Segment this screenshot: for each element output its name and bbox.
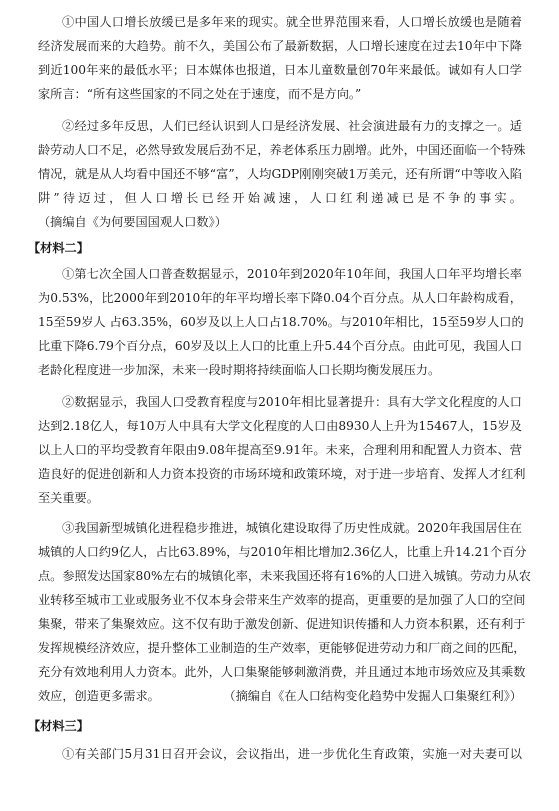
citation: （摘编自《在人口结构变化趋势中发掘人口集聚红利》） bbox=[223, 689, 522, 703]
text-line bbox=[62, 394, 522, 410]
text-line bbox=[38, 62, 522, 78]
line-text: （摘编自《为何要国国观人口数》） bbox=[38, 215, 227, 229]
text-line bbox=[62, 520, 522, 536]
line-text: ①有关部门5月31日召开会议，会议指出，进一步优化生育政策，实施一对夫妻可以 bbox=[62, 747, 522, 761]
text-line bbox=[38, 466, 526, 482]
text-line bbox=[38, 86, 522, 102]
text-line bbox=[38, 616, 526, 632]
line-text: 充分有效地利用人力资本。此外，人口集聚能够刺激消费，并且通过本地市场效应及其乘数 bbox=[38, 665, 526, 679]
line-text: 至关重要。 bbox=[38, 491, 99, 505]
line-text: 城镇的人口约9亿人，占比63.89%，与2010年相比增加2.36亿人，比重上升14.21个百分 bbox=[38, 545, 527, 559]
text-line bbox=[38, 592, 526, 608]
line-text: 效应，创造更多需求。 bbox=[38, 689, 160, 703]
text-line bbox=[62, 118, 522, 134]
line-text: 达到2.18亿人，每10万人中具有大学文化程度的人口由8930人上升为15467人，15岁及 bbox=[38, 419, 522, 433]
text-line bbox=[62, 746, 522, 762]
line-text: 【材料三】 bbox=[28, 719, 89, 733]
text-line bbox=[38, 490, 522, 506]
line-text: ②数据显示，我国人口受教育程度与2010年相比显著提升：具有大学文化程度的人口 bbox=[62, 395, 522, 409]
line-text: ①第七次全国人口普查数据显示，2010年到2020年10年间，我国人口年平均增长率 bbox=[62, 267, 522, 281]
text-line bbox=[62, 266, 522, 282]
line-text: 集聚，带来了集聚效应。这不仅有助于激发创新、促进知识传播和人力资本积累，还有利于 bbox=[38, 617, 526, 631]
text-line bbox=[38, 338, 522, 354]
line-text: 15至59岁人 占63.35%，60岁及以上人口占18.70%。与2010年相比，15至59岁人口的 bbox=[38, 315, 524, 329]
line-text: 为0.53%，比2000年到2010年的年平均增长率下降0.04个百分点。从人口年龄构成看， bbox=[38, 291, 522, 305]
line-text: 阱”待迈过，但人口增长已经开始减速，人口红利递减已是不争的事实。 bbox=[38, 191, 522, 205]
line-text: 比重下降6.79个百分点，60岁及以上人口的比重上升5.44个百分点。由此可见，我国人口 bbox=[38, 339, 523, 353]
text-line bbox=[38, 166, 522, 182]
text-line bbox=[62, 14, 522, 30]
line-text: 【材料二】 bbox=[28, 241, 89, 255]
line-text: ②经过多年反思，人们已经认识到人口是经济发展、社会演进最有力的支撑之一。适 bbox=[62, 119, 522, 133]
line-text: 经济发展而来的大趋势。前不久，美国公布了最新数据，人口增长速度在过去10年中下降 bbox=[38, 39, 522, 53]
text-line bbox=[38, 142, 526, 158]
line-text: 造良好的促进创新和人力资本投资的市场环境和政策环境，对于进一步培育、发挥人才红利 bbox=[38, 467, 526, 481]
text-line bbox=[38, 314, 522, 330]
line-text: ①中国人口增长放缓已是多年来的现实。就全世界范围来看，人口增长放缓也是随着 bbox=[62, 15, 522, 29]
text-line bbox=[38, 442, 522, 458]
text-line bbox=[38, 38, 522, 54]
text-line bbox=[38, 544, 527, 560]
line-text: 老龄化程度进一步加深，未来一段时期将持续面临人口长期均衡发展压力。 bbox=[38, 363, 441, 377]
text-line bbox=[38, 214, 522, 230]
text-line bbox=[38, 290, 522, 306]
text-line bbox=[38, 688, 522, 704]
line-text: 家所言：“所有这些国家的不同之处在于速度，而不是方向。” bbox=[38, 87, 362, 101]
line-text: 业转移至城市工业或服务业不仅本身会带来生产效率的提高，更重要的是加强了人口的空间 bbox=[38, 593, 526, 607]
line-text: 点。参照发达国家80%左右的城镇化率，未来我国还将有16%的人口进入城镇。劳动力从农 bbox=[38, 569, 531, 583]
text-line bbox=[38, 418, 522, 434]
line-text: 发挥规模经济效应，提升整体工业制造的生产效率，更能够促进劳动力和厂商之间的匹配， bbox=[38, 641, 526, 655]
text-line bbox=[38, 190, 522, 206]
line-text: ③我国新型城镇化进程稳步推进，城镇化建设取得了历史性成就。2020年我国居住在 bbox=[62, 521, 522, 535]
text-line bbox=[38, 640, 526, 656]
line-text: 龄劳动人口不足，必然导致发展后劲不足，养老体系压力剧增。此外，中国还面临一个特殊 bbox=[38, 143, 526, 157]
section-heading bbox=[28, 718, 512, 734]
section-heading bbox=[28, 240, 512, 256]
text-line bbox=[38, 362, 522, 378]
line-text: 到近100年来的最低水平；日本媒体也报道，日本儿童数量创70年来最低。诚如有人口学 bbox=[38, 63, 522, 77]
text-line bbox=[38, 568, 531, 584]
text-line bbox=[38, 664, 526, 680]
line-text: 以上人口的平均受教育年限由9.08年提高至9.91年。未来，合理利用和配置人力资本、营 bbox=[38, 443, 522, 457]
line-text: 情况，就是从人均看中国还不够“富”，人均GDP刚刚突破1万美元，还有所谓“中等收入陷 bbox=[38, 167, 522, 181]
